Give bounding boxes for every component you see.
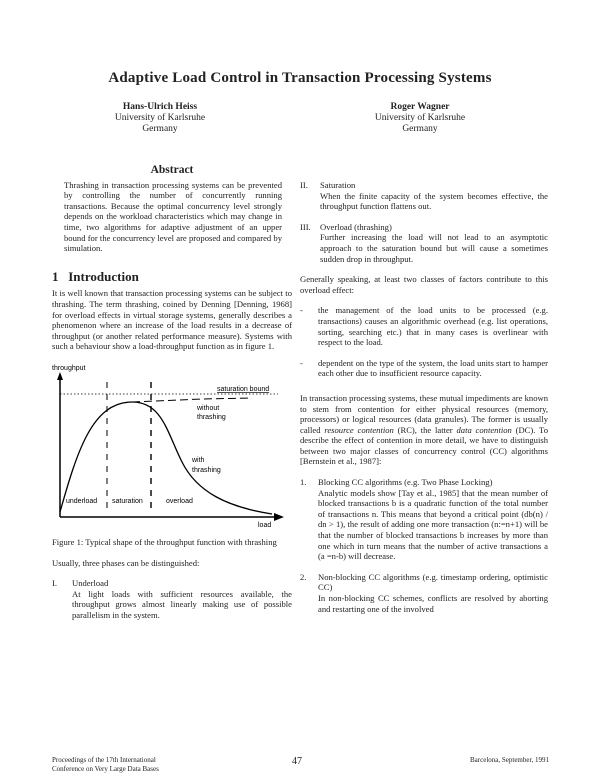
abstract-heading: Abstract (150, 164, 194, 176)
intro-heading: 1 Introduction (52, 268, 139, 284)
x-axis-label: load (258, 521, 272, 527)
cc-item: 1. Blocking CC algorithms (e.g. Two Phase Locking) Analytic models show [Tay et al., 1985] that the mean number of blocked transactions b is a quadratic function of the total number of transactions n. This means that beyond a critical point (db(n) / dn > 1), the result of adding one more transaction (n:=n+1) will be that the number of blocked transactions b increases by more than one which in turn means that the number of active transactions a (a =n-b) will decrease. (300, 477, 548, 562)
phase-label-overload: overload (166, 497, 193, 505)
contention-text: In transaction processing systems, these mutual impediments are known to stem from contention for either physical resources (memory, processors) or logical resources (data granules). The former is usually called resource contention (RC), the latter data contention (DC). To describe the effect of contention in more detail, we have to distinguish between two major classes of concurrency control (CC) algorithms [Bernstein et al., 1987]: (300, 392, 548, 467)
intro-text: It is well known that transaction processing systems can be subject to thrashing. The term thrashing, coined by Denning [Denning, 1968] for overload effects in virtual storage systems, generally describes a phenomenon where an increase of the load results in a decrease of throughput (or another related performance measure). Systems with such a behaviour show a load-throughput function as in figure 1. (52, 288, 292, 352)
phase-label-underload: underload (66, 497, 98, 505)
phase-item: I. Underload At light loads with sufficient resources available, the throughput grows almost linearly making use of possible parallelism in the system. (52, 578, 292, 620)
abstract-text: Thrashing in transaction processing systems can be prevented by controlling the number of concurrently running transactions. Because the optimal concurrency level strongly depends on the workload characteristics which may change in time, two algorithms for adaptive adjustment of an upper bound for the concurrency level are proposed and compared by simulation. (64, 179, 282, 254)
factor-item: - the management of the load units to be processed (e.g. transactions) causes an algorithmic overhead (e.g. list operations, sorting, searching etc.) that in many cases is overlinear with respect to the load. (300, 305, 548, 348)
usually-text: Usually, three phases can be distinguished: (52, 557, 200, 568)
right-column (300, 180, 548, 624)
svg-text:thrashing: thrashing (192, 466, 221, 474)
svg-text:thrashing: thrashing (197, 413, 226, 421)
paper-title: Adaptive Load Control in Transaction Processing Systems (108, 70, 492, 86)
cc-item: 2. Non-blocking CC algorithms (e.g. timestamp ordering, optimistic CC) In non-blocking CC schemes, conflicts are resolved by aborting and restarting one of the involved (300, 571, 548, 614)
factor-item: - dependent on the type of the system, the load units start to hamper each other due to insufficient resource capacity. (300, 357, 548, 379)
without-thrashing-label: without (197, 404, 220, 412)
author-1: Hans-Ulrich Heiss University of Karlsruhe Germany (114, 102, 206, 134)
phase-item: II. Saturation When the finite capacity of the system becomes effective, the throughput function flattens out. (300, 180, 548, 212)
figure-caption: Figure 1: Typical shape of the throughput function with thrashing (52, 536, 277, 547)
footer-location: Barcelona, September, 1991 (470, 756, 550, 764)
saturation-bound-label: saturation bound (217, 385, 270, 393)
footer-proceedings: Proceedings of the 17th International Conference on Very Large Data Bases (52, 756, 159, 773)
left-column (52, 165, 292, 630)
phase-label-saturation: saturation (112, 497, 143, 505)
with-thrashing-label: with (192, 456, 205, 464)
y-axis-label: throughput (52, 364, 86, 372)
author-2: Roger Wagner University of Karlsruhe Germany (374, 102, 466, 134)
generally-text: Generally speaking, at least two classes of factors contribute to this overload effect: (300, 274, 548, 295)
page-number: 47 (292, 756, 302, 767)
phase-item: III. Overload (thrashing) Further increasing the load will not lead to an asymptotic approach to the saturation bound but will cause a sometimes sudden drop in throughput. (300, 221, 548, 264)
throughput-figure (52, 362, 292, 527)
